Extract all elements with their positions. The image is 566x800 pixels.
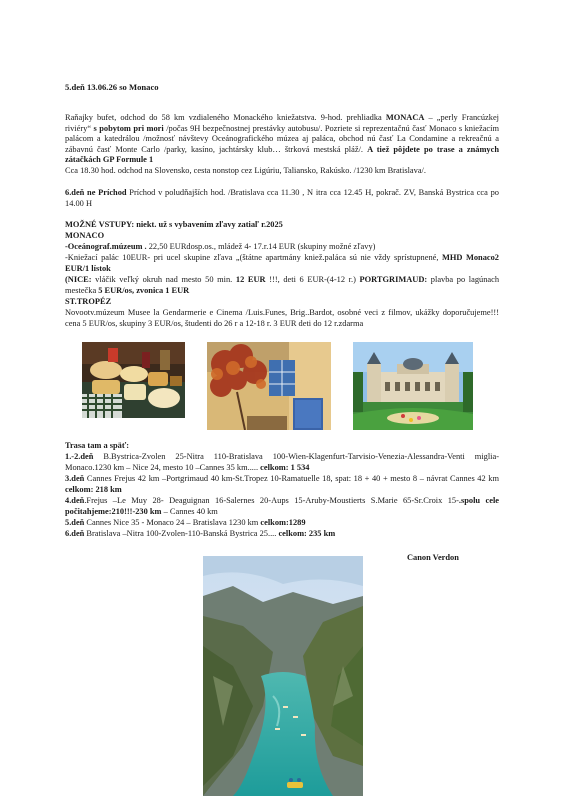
ocean-museum-line <box>65 242 499 253</box>
route5-text: Cannes Nice 35 - Monaco 24 – Bratislava 1230 km <box>84 518 261 527</box>
palace-line <box>65 253 499 274</box>
route1-text: B.Bystrica-Zvolen 25-Nitra 110-Bratislava 100-Wien-Klagenfurt-Tarvisio-Venezia-Alessandra-Venti miglia-Monaco.1230 km – Nice 24, mesto 10 –Cannes 35 km..... <box>65 452 499 472</box>
palace-bold: MHD Monaco2 EUR/1 lístok <box>65 253 499 273</box>
nice-bold: (NICE: <box>65 275 92 284</box>
route-title: Trasa tam a späť: <box>65 441 129 450</box>
portgrimaud-price: 5 EUR/os, zvonica 1 EUR <box>98 285 190 295</box>
portgrimaud-text: plavba po lagúnach mestečka <box>65 275 500 295</box>
day5-monaco: MONACA <box>385 113 425 122</box>
day5-text-a: Raňajky bufet, odchod do 58 km vzdialeného Monackého kniežatstva. 9-hod. prehliadka <box>65 113 386 122</box>
canyon-caption: Canon Verdon <box>407 553 459 562</box>
route4-label: 4.deň <box>65 496 85 505</box>
route-day1-2 <box>65 452 499 473</box>
route6-label: 6.deň <box>65 529 85 538</box>
day6-text: Príchod v poludňajších hod. /Bratislava cca 11.30 , N itra cca 12.45 H, pokrač. ZV, Banská Bystrica cca po 14.00 H <box>65 188 499 208</box>
cheese-market-photo <box>82 342 185 418</box>
day5-departure: Cca 18.30 hod. odchod na Slovensko, cesta nonstop cez Ligúriu, Taliansko, Rakúsko. /1230 km Bratislava/. <box>65 166 426 175</box>
route1-label: 1.-2.deň <box>65 452 94 461</box>
route5-total: celkom:1289 <box>260 518 306 527</box>
day5-bold-c: A tiež pôjdete po trase a známych zátačkách GP Formule 1 <box>65 144 499 165</box>
route4-bold: .spolu cele počitahjeme:210!!!-230 km <box>65 496 499 516</box>
route4-text-b: – Cannes 40 km <box>161 506 218 516</box>
nice-price: 12 EUR <box>235 275 266 284</box>
route6-text: Bratislava –Nitra 100-Zvolen-110-Banská Bystrica 25.... <box>84 529 279 538</box>
village-window-photo <box>207 342 331 430</box>
route4-text: .Frejus –Le Muy 28- Deaguignan 16-Salernes 20-Aups 15-Aruby-Moustierts S.Marie 65-Sr.Croix 15- <box>84 496 459 505</box>
route-day6 <box>65 529 499 540</box>
verdon-gorge-photo <box>203 556 363 796</box>
day6-paragraph <box>65 188 499 209</box>
route3-total: celkom: 218 km <box>65 484 122 494</box>
route6-total: celkom: 235 km <box>278 529 336 538</box>
day5-bold-b: s pobytom pri mori <box>93 123 164 133</box>
route-day5 <box>65 518 499 529</box>
entries-title: MOŽNÉ VSTUPY: niekt. už s vybavením zľavy zatiaľ r.2025 <box>65 220 283 229</box>
ocean-label: -Oceánograf.múzeum . <box>65 242 147 251</box>
route-day4 <box>65 496 499 517</box>
nice-text-a: vláčik veľký okruh nad mesto 50 min. <box>91 275 236 284</box>
nice-line <box>65 275 499 296</box>
monaco-title: MONACO <box>65 231 105 240</box>
st-tropez-title: ST.TROPÉZ <box>65 297 112 306</box>
route1-total: celkom: 1 534 <box>260 462 310 472</box>
monte-carlo-casino-photo <box>353 342 473 430</box>
portgrimaud-label: PORTGRIMAUD: <box>359 275 428 284</box>
route3-text: Cannes Frejus 42 km –Portgrimaud 40 km-St.Tropez 10-Ramatuelle 18, spat: 18 + 40 + mesto 8 – návrat Cannes 42 km <box>84 474 499 483</box>
route5-label: 5.deň <box>65 518 85 527</box>
day5-text-c: /počas 9H bezpečnostnej prestávky autobusu/. Pozriete si reprezentačnú časť Monaco s kniežacím palácom a katedrálou /možnosť návštevy Oceánografického múzea aj paláca, obchod nú časť La Condamine a rekreačnú a zábavnú časť Monte Carlo /parky, kasíno, jachtársky klub… štrková mestská pláž/. <box>65 123 499 154</box>
day5-paragraph <box>65 113 499 166</box>
ocean-text: 22,50 EURdosp.os., mládež 4- 17.r.14 EUR (skupiny možné zľavy) <box>146 242 376 251</box>
day5-title: 5.deň 13.06.26 so Monaco <box>65 82 159 92</box>
st-tropez-text: Novootv.múzeum Musee la Gendarmerie e Cinema /Luis.Funes, Brig..Bardot, osobné veci z filmov, ukážky doporučujeme!!! cena 5 EUR/os, skupiny 3 EUR/os, študenti do 26 r a 12-18 r. 3 EUR deti do 12 r.zdarma <box>65 308 499 328</box>
route-day3 <box>65 474 499 495</box>
nice-text-b: !!!, deti 6 EUR-(4-12 r.) <box>265 275 360 284</box>
palace-text: -Kniežací palác 10EUR- pri ucel skupine zľava „(štátne apartmány kniež.paláca sú nie vždy sprístupnené, <box>65 253 442 262</box>
route3-label: 3.deň <box>65 474 85 483</box>
day6-label: 6.deň ne Príchod <box>65 188 127 197</box>
day5-text-b: – „perly Francúzkej riviéry“ <box>65 113 499 133</box>
